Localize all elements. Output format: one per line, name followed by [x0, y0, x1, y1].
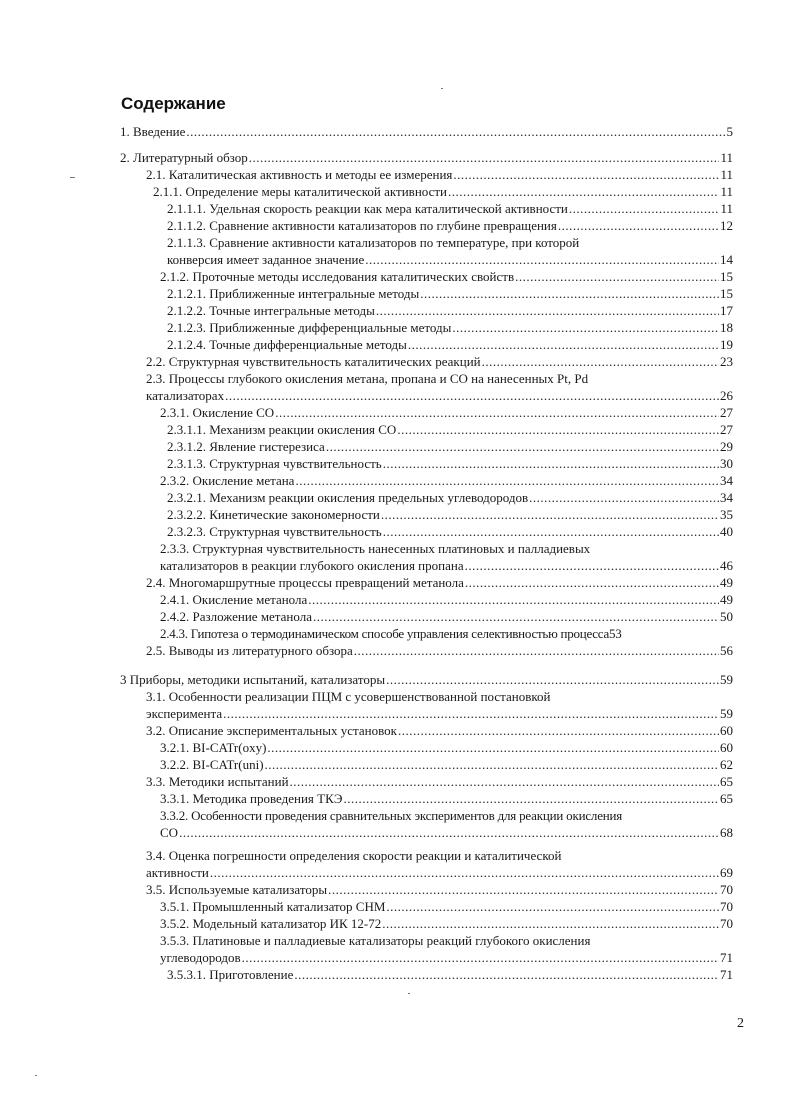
toc-entry-title: 3.3.1. Методика проведения ТКЭ	[160, 791, 343, 806]
toc-entry-page: 11	[720, 150, 733, 165]
toc-entry-page: 27	[720, 422, 733, 437]
toc-entry-title: 2.5. Выводы из литературного обзора	[146, 643, 353, 658]
toc-entry-page: 62	[720, 757, 733, 772]
toc-entry-page: 14	[720, 252, 733, 267]
toc-entry-page: 15	[720, 286, 733, 301]
toc-entry-page: 59	[720, 706, 733, 721]
toc-entry-title: 2.3.2.1. Механизм реакции окисления предельных углеводородов	[167, 490, 529, 505]
toc-entry[interactable]	[120, 672, 733, 688]
toc-entry[interactable]	[146, 882, 733, 898]
toc-entry-page: 65	[720, 774, 733, 789]
toc-entry[interactable]	[146, 388, 733, 404]
toc-entry[interactable]	[160, 740, 733, 756]
toc-entry-title: 2.1. Каталитическая активность и методы ее измерения	[146, 167, 453, 182]
toc-entry[interactable]	[160, 269, 733, 285]
toc-entry-title: эксперимента	[146, 706, 223, 721]
toc-entry-title: 2.3.1.2. Явление гистерезиса	[167, 439, 325, 454]
toc-entry-title: 3.2.1. BI-CATr(oxy)	[160, 740, 267, 755]
toc-entry-page: 70	[720, 882, 733, 897]
toc-entry-title: 2.1.1.1. Удельная скорость реакции как мера каталитической активности	[167, 201, 568, 216]
toc-entry-page: 35	[720, 507, 733, 522]
toc-entry-page: 71	[720, 950, 733, 965]
toc-entry[interactable]	[160, 757, 733, 773]
toc-entry-page: 40	[720, 524, 733, 539]
toc-entry[interactable]	[167, 337, 733, 353]
scan-speck	[441, 88, 443, 89]
toc-entry-title: 2. Литературный обзор	[120, 150, 248, 165]
toc-entry-page: 27	[720, 405, 733, 420]
toc-entry-title-line1: 3.3.2. Особенности проведения сравнительных экспериментов для реакции окисления	[160, 808, 623, 823]
toc-entry-page: 11	[720, 201, 733, 216]
toc-entry[interactable]	[160, 592, 733, 608]
toc-entry-title: 2.3.1.3. Структурная чувствительность	[167, 456, 382, 471]
toc-entry-title: 2.3.2. Окисление метана	[160, 473, 295, 488]
toc-entry-title: 3.2. Описание экспериментальных установок	[146, 723, 397, 738]
toc-entry-page: 70	[720, 899, 733, 914]
toc-entry-title: 2.1.2.2. Точные интегральные методы	[167, 303, 375, 318]
toc-entry-page: 19	[720, 337, 733, 352]
toc-entry[interactable]	[160, 916, 733, 932]
toc-entry-page: 17	[720, 303, 733, 318]
toc-entry-title: 2.2. Структурная чувствительность каталитических реакций	[146, 354, 481, 369]
toc-entry-page: 56	[720, 643, 733, 658]
toc-entry-page: 5	[726, 124, 733, 139]
toc-entry-page: 11	[720, 184, 733, 199]
toc-entry-title-line1: 2.3. Процессы глубокого окисления метана, пропана и CO на нанесенных Pt, Pd	[146, 371, 589, 386]
toc-entry[interactable]	[160, 609, 733, 625]
toc-entry-page: 59	[720, 672, 733, 687]
toc-entry[interactable]	[120, 150, 733, 166]
toc-entry[interactable]	[167, 524, 733, 540]
toc-entry-title: 2.3.1.1. Механизм реакции окисления CO	[167, 422, 397, 437]
toc-entry-title: 3.3. Методики испытаний	[146, 774, 289, 789]
toc-entry-page: 50	[720, 609, 733, 624]
toc-entry[interactable]	[167, 218, 733, 234]
toc-entry[interactable]	[167, 490, 733, 506]
toc-entry-title: катализаторов в реакции глубокого окисления пропана	[160, 558, 464, 573]
toc-entry[interactable]	[167, 439, 733, 455]
toc-entry[interactable]	[167, 303, 733, 319]
toc-entry-title: 2.4.2. Разложение метанола	[160, 609, 312, 624]
toc-entry-title: 2.4. Многомаршрутные процессы превращений метанола	[146, 575, 464, 590]
toc-entry-title: 2.1.1.2. Сравнение активности катализаторов по глубине превращения	[167, 218, 557, 233]
toc-entry[interactable]	[167, 456, 733, 472]
toc-entry-title: 2.1.1. Определение меры каталитической активности	[153, 184, 448, 199]
toc-entry-page: 60	[720, 723, 733, 738]
toc-entry-title: 2.1.2.3. Приближенные дифференциальные методы	[167, 320, 452, 335]
toc-entry-page: 60	[720, 740, 733, 755]
toc-entry[interactable]	[160, 825, 733, 841]
toc-entry-title-line1: 2.3.3. Структурная чувствительность нанесенных платиновых и палладиевых	[160, 541, 591, 556]
toc-entry-page: 70	[720, 916, 733, 931]
toc-entry[interactable]	[167, 320, 733, 336]
toc-entry[interactable]	[146, 643, 733, 659]
toc-entry[interactable]	[146, 706, 733, 722]
toc-entry-page: 11	[720, 167, 733, 182]
toc-entry-title: CO	[160, 825, 179, 840]
toc-entry-page: 68	[720, 825, 733, 840]
toc-entry[interactable]	[160, 899, 733, 915]
scan-speck	[35, 1075, 37, 1076]
toc-entry[interactable]	[146, 167, 733, 183]
toc-entry-title: 3.2.2. BI-CATr(uni)	[160, 757, 264, 772]
toc-entry-title: 3.5. Используемые катализаторы	[146, 882, 328, 897]
toc-entry-page: 34	[720, 490, 733, 505]
toc-entry-title: 3 Приборы, методики испытаний, катализаторы	[120, 672, 386, 687]
toc-entry[interactable]	[146, 865, 733, 881]
toc-entry[interactable]	[167, 201, 733, 217]
toc-entry-page: 15	[720, 269, 733, 284]
toc-entry[interactable]	[160, 405, 733, 421]
toc-entry-title: 2.1.2.1. Приближенные интегральные методы	[167, 286, 420, 301]
toc-entry-page: 65	[720, 791, 733, 806]
toc-entry[interactable]	[167, 252, 733, 268]
toc-entry-page: 29	[720, 439, 733, 454]
toc-entry-title: 2.3.1. Окисление CO	[160, 405, 275, 420]
toc-entry[interactable]	[120, 124, 733, 140]
toc-entry[interactable]	[167, 507, 733, 523]
toc-entry-page: 49	[720, 575, 733, 590]
toc-entry[interactable]	[160, 558, 733, 574]
toc-entry-title: 2.3.2.3. Структурная чувствительность	[167, 524, 382, 539]
toc-entry[interactable]	[160, 473, 733, 489]
toc-entry-page: 26	[720, 388, 733, 403]
toc-entry-page: 23	[720, 354, 733, 369]
page-number: 2	[737, 1016, 744, 1031]
scan-speck	[408, 993, 410, 994]
toc-entry[interactable]	[167, 286, 733, 302]
toc-entry-page: 71	[720, 967, 733, 982]
toc-entry-page: 46	[720, 558, 733, 573]
toc-entry-title: 2.1.2.4. Точные дифференциальные методы	[167, 337, 407, 352]
toc-entry[interactable]	[146, 723, 733, 739]
toc-entry-title: конверсия имеет заданное значение	[167, 252, 365, 267]
toc-entry-page: 34	[720, 473, 733, 488]
toc-entry-title: 3.5.2. Модельный катализатор ИК 12-72	[160, 916, 382, 931]
toc-entry-title: катализаторах	[146, 388, 225, 403]
toc-entry-title-line1: 3.4. Оценка погрешности определения скорости реакции и каталитической	[146, 848, 562, 863]
toc-entry[interactable]	[167, 967, 733, 983]
toc-entry[interactable]	[160, 950, 733, 966]
toc-entry[interactable]	[160, 791, 733, 807]
toc-entry-title-line1: 3.1. Особенности реализации ПЦМ с усовершенствованной постановкой	[146, 689, 551, 704]
toc-entry[interactable]	[153, 184, 733, 200]
toc-entry-page: 18	[720, 320, 733, 335]
toc-entry-page: 69	[720, 865, 733, 880]
toc-entry-title: 3.5.1. Промышленный катализатор СНМ	[160, 899, 386, 914]
toc-entry-title: 2.1.2. Проточные методы исследования каталитических свойств	[160, 269, 515, 284]
toc-entry[interactable]	[160, 626, 733, 642]
toc-entry-title: 2.4.3. Гипотеза о термодинамическом способе управления селективностью процесса	[160, 626, 610, 641]
toc-entry-title-line1: 2.1.1.3. Сравнение активности катализаторов по температуре, при которой	[167, 235, 580, 250]
toc-entry-title: 2.3.2.2. Кинетические закономерности	[167, 507, 380, 522]
toc-entry[interactable]	[146, 774, 733, 790]
toc-entry-title: 2.4.1. Окисление метанола	[160, 592, 308, 607]
toc-entry-title: 1. Введение	[120, 124, 186, 139]
page-title: Содержание	[121, 94, 226, 113]
toc-entry[interactable]	[146, 575, 733, 591]
toc-entry-title: 3.5.3.1. Приготовление	[167, 967, 294, 982]
scan-speck	[70, 177, 75, 178]
toc-entry-page: 49	[720, 592, 733, 607]
toc-entry-title: углеводородов	[160, 950, 241, 965]
toc-entry[interactable]	[167, 422, 733, 438]
toc-entry-page: 53	[609, 626, 622, 641]
toc-entry[interactable]	[146, 354, 733, 370]
toc-entry-title: активности	[146, 865, 209, 880]
toc-entry-title-line1: 3.5.3. Платиновые и палладиевые катализаторы реакций глубокого окисления	[160, 933, 591, 948]
toc-entry-page: 12	[720, 218, 733, 233]
toc-entry-page: 30	[720, 456, 733, 471]
